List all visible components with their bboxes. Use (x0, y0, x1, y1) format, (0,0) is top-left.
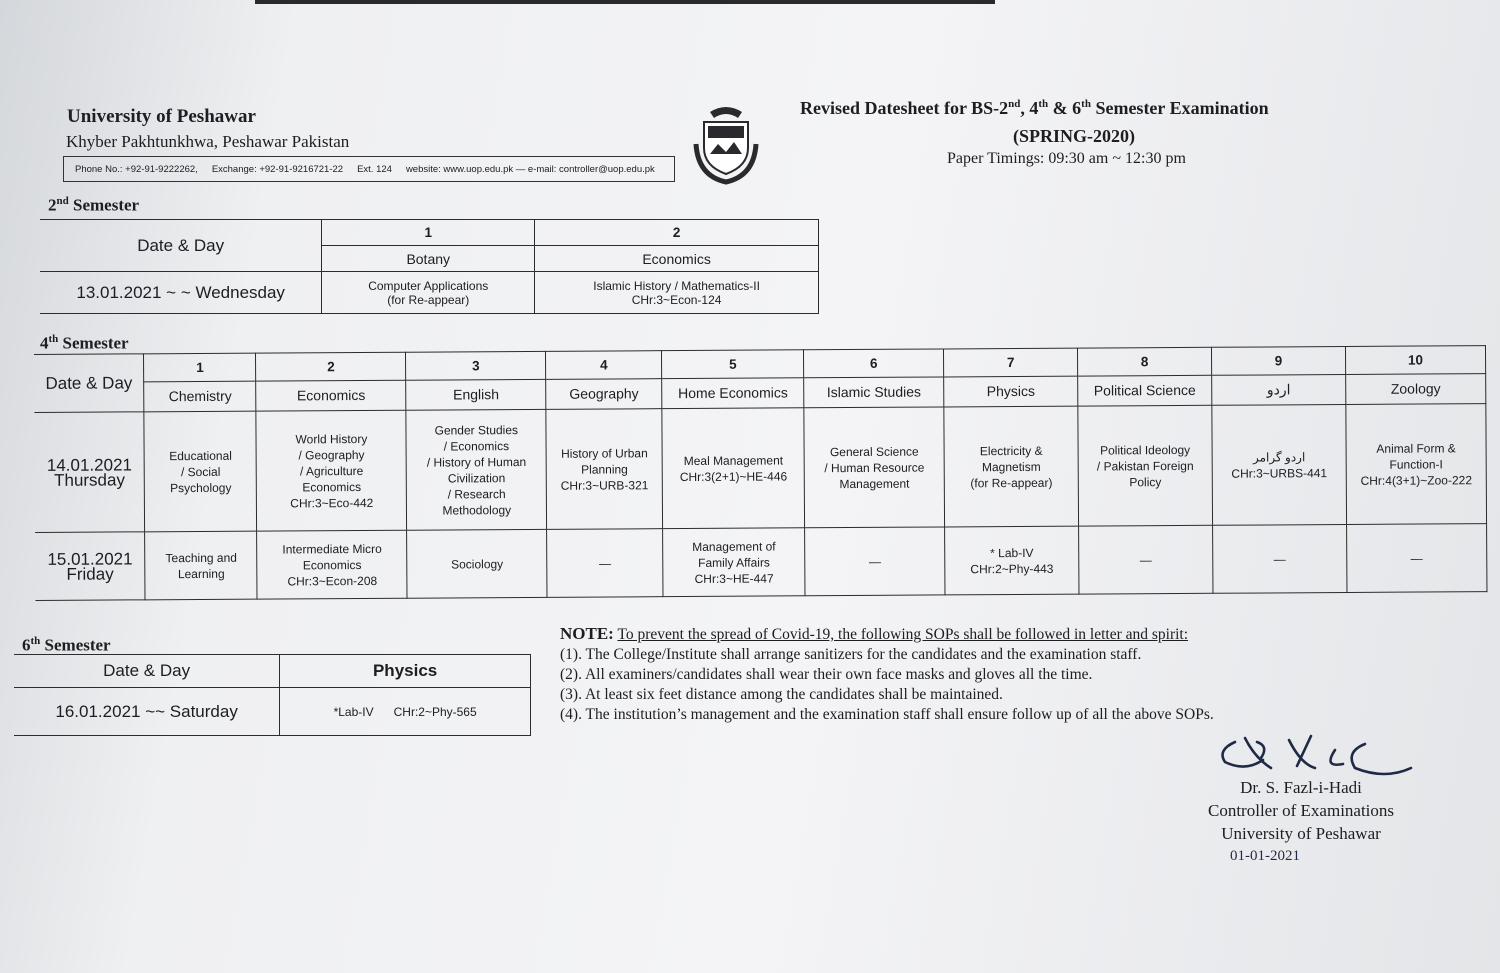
column-number: 7 (944, 348, 1078, 377)
signatory-name: Dr. S. Fazl-i-Hadi (1240, 778, 1362, 797)
sem4-heading (40, 333, 129, 354)
title-sup: th (1081, 98, 1091, 110)
paper-line: — (1273, 551, 1286, 566)
signatory-designation: Controller of Examinations (1208, 801, 1395, 820)
paper-line: Economics (302, 557, 362, 572)
paper-cell (804, 407, 945, 528)
paper-cell (945, 526, 1079, 595)
university-seal-logo (690, 104, 762, 186)
signatory-block (1208, 776, 1394, 868)
subject-header: English (406, 379, 546, 410)
note-item: (2). All examiners/candidates shall wear their own face masks and gloves all the time. (560, 666, 1093, 683)
date-text: 15.01.2021 (47, 548, 133, 569)
exam-date: 16.01.2021 ~~ Saturday (14, 688, 280, 736)
column-number: 5 (662, 350, 804, 379)
paper-line: Policy (1129, 474, 1162, 489)
paper-line: Civilization (447, 470, 506, 485)
top-edge (255, 0, 995, 4)
paper-line: / Economics (443, 438, 510, 453)
day-text: Thursday (54, 469, 125, 490)
note-item: (1). The College/Institute shall arrange sanitizers for the candidates and the examination staff. (560, 646, 1142, 663)
paper-line: Teaching and (165, 550, 237, 565)
paper-line: Political Ideology (1100, 442, 1191, 457)
paper-line: Management of (692, 538, 776, 554)
sem2-table (40, 219, 819, 314)
paper-line: / Human Resource (824, 460, 925, 475)
paper-line: Family Affairs (698, 555, 770, 570)
sem4-table (34, 345, 1487, 601)
sem-sup: th (48, 333, 59, 345)
subject-header: Physics (944, 376, 1078, 407)
note-item: (3). At least six feet distance among the candidates shall be maintained. (560, 686, 1003, 703)
paper-cell (144, 411, 257, 532)
paper-line: CHr:3~Econ-208 (287, 573, 378, 588)
paper-line: History of Urban (560, 445, 648, 461)
paper-cell (256, 410, 407, 531)
paper-line: Function-I (1389, 456, 1443, 472)
note-label: NOTE: (560, 624, 614, 643)
paper-line: Gender Studies (434, 422, 519, 438)
paper-line: / Research (447, 486, 506, 501)
contact-box (63, 156, 675, 182)
datesheet-title (800, 98, 1269, 119)
paper-line: CHr:3~Econ-124 (631, 292, 722, 307)
paper-cell (663, 528, 805, 597)
paper-line: — (868, 554, 881, 569)
paper-line: Methodology (442, 502, 512, 518)
university-location: Khyber Pakhtunkhwa, Peshawar Pakistan (66, 132, 350, 151)
sem6-heading (22, 635, 111, 656)
paper-cell (535, 272, 819, 314)
paper-line: / Agriculture (299, 463, 364, 478)
paper-line: Islamic History / Mathematics-II (593, 278, 760, 293)
paper-cell (1347, 524, 1487, 593)
exam-date: 13.01.2021 ~ ~ Wednesday (40, 272, 322, 314)
paper-line: / Pakistan Foreign (1096, 458, 1194, 474)
paper-line: — (1139, 552, 1152, 567)
paper-line: Planning (581, 461, 628, 477)
paper-line: / Social (180, 464, 221, 479)
sem2-heading (48, 195, 139, 216)
exam-date (35, 532, 145, 601)
paper-line: Intermediate Micro (282, 541, 382, 556)
paper-line: — (1410, 551, 1423, 566)
paper-line: اردو گرامر (1252, 449, 1306, 465)
paper-cell (546, 409, 663, 530)
university-name: University of Peshawar (67, 106, 256, 127)
note-intro: To prevent the spread of Covid-19, the following SOPs shall be followed in letter and spirit: (617, 626, 1189, 643)
subject-header: اردو (1212, 374, 1346, 405)
date-day-header: Date & Day (14, 655, 280, 688)
subject-header: Islamic Studies (804, 377, 944, 408)
paper-line: / History of Human (426, 454, 527, 470)
paper-line: World History (295, 431, 368, 446)
title-sup: nd (1008, 98, 1021, 110)
subject-header: Geography (546, 379, 662, 410)
paper-line: Magnetism (981, 459, 1041, 474)
column-number: 1 (144, 353, 256, 382)
paper-cell (406, 409, 547, 530)
column-number: 1 (322, 220, 535, 246)
sem-word: Semester (40, 635, 111, 655)
paper-line: CHr:3~URB-321 (560, 477, 649, 493)
paper-line: (for Re-appear) (970, 475, 1053, 490)
sem-word: Semester (58, 333, 129, 353)
paper-timings: Paper Timings: 09:30 am ~ 12:30 pm (947, 150, 1186, 167)
column-number: 4 (546, 351, 662, 380)
session-title: (SPRING-2020) (1013, 126, 1135, 146)
date-text: 14.01.2021 (46, 454, 133, 475)
paper-line: Learning (177, 566, 225, 581)
paper-cell (662, 408, 805, 529)
paper-cell (547, 529, 663, 598)
paper-line: CHr:2~Phy-565 (393, 704, 477, 719)
signatory-organization: University of Peshawar (1221, 824, 1381, 843)
signature-date: 01-01-2021 (1230, 848, 1300, 864)
sem6-table (14, 654, 531, 736)
day-text: Friday (66, 564, 114, 584)
paper-cell (1213, 524, 1347, 593)
subject-header: Political Science (1078, 375, 1212, 406)
phone-number: Phone No.: +92-91-9222262, (75, 163, 198, 175)
title-text: Revised Datesheet for BS-2 (800, 98, 1009, 118)
paper-line: CHr:4(3+1)~Zoo-222 (1360, 472, 1473, 488)
sem-num: 4 (40, 333, 49, 353)
paper-line: Animal Form & (1376, 440, 1456, 456)
subject-header: Chemistry (144, 381, 256, 412)
paper-line: — (599, 555, 612, 571)
column-number: 2 (535, 220, 819, 246)
title-text: , 4 (1020, 98, 1039, 118)
paper-line: *Lab-IV (333, 704, 374, 719)
note-item: (4). The institution’s management and the examination staff shall ensure follow up of all the above SOPs. (560, 706, 1214, 723)
date-day-header: Date & Day (34, 354, 144, 413)
sem-word: Semester (68, 195, 140, 215)
title-sup: th (1038, 98, 1049, 110)
paper-line: Educational (169, 448, 232, 463)
paper-cell (280, 688, 531, 736)
paper-cell (145, 531, 257, 600)
sem-num: 6 (22, 635, 31, 655)
subject-header: Zoology (1346, 374, 1486, 405)
paper-line: Economics (302, 479, 362, 494)
paper-line: Computer Applications (368, 278, 489, 293)
paper-line: CHr:3~HE-447 (694, 570, 774, 586)
covid-note (560, 624, 1214, 725)
column-number: 6 (804, 349, 944, 378)
paper-cell (322, 272, 535, 314)
paper-cell (805, 527, 945, 596)
paper-cell (944, 406, 1079, 527)
paper-line: Management (839, 476, 910, 491)
paper-cell (407, 529, 547, 598)
subject-header: Physics (280, 655, 531, 688)
sem-sup: nd (56, 195, 69, 207)
exam-date (34, 412, 145, 533)
subject-header: Economics (256, 380, 406, 411)
paper-line: Meal Management (683, 452, 784, 468)
paper-line: (for Re-appear) (387, 292, 470, 307)
paper-line: Electricity & (979, 443, 1043, 458)
paper-line: CHr:3~Eco-442 (290, 495, 374, 510)
paper-cell (1212, 404, 1347, 525)
paper-line: Sociology (451, 556, 504, 571)
column-number: 8 (1078, 347, 1212, 376)
exchange-number: Exchange: +92-91-9216721-22 (211, 163, 344, 175)
paper-line: General Science (829, 444, 919, 459)
title-text: & 6 (1048, 98, 1082, 118)
paper-line: / Geography (298, 447, 365, 462)
column-number: 10 (1345, 346, 1485, 375)
paper-line: * Lab-IV (990, 545, 1034, 560)
paper-line: CHr:3(2+1)~HE-446 (679, 468, 788, 484)
paper-cell (1079, 525, 1213, 594)
paper-line: Psychology (170, 480, 232, 495)
title-text: Semester Examination (1090, 98, 1269, 118)
column-number: 3 (406, 351, 546, 380)
column-number: 2 (256, 352, 406, 381)
paper-cell (1346, 404, 1487, 525)
sem-sup: th (30, 635, 41, 647)
sem-num: 2 (48, 195, 57, 215)
date-day-header: Date & Day (40, 220, 322, 272)
extension: Ext. 124 (357, 163, 392, 175)
subject-header: Botany (322, 246, 535, 272)
subject-header: Home Economics (662, 378, 804, 409)
paper-cell (1078, 405, 1213, 526)
paper-line: CHr:2~Phy-443 (970, 561, 1054, 576)
column-number: 9 (1211, 346, 1345, 375)
paper-cell (257, 530, 407, 599)
subject-header: Economics (535, 246, 819, 272)
website-email: website: www.uop.edu.pk — e-mail: controller@uop.edu.pk (405, 163, 655, 175)
paper-line: CHr:3~URBS-441 (1231, 465, 1328, 481)
